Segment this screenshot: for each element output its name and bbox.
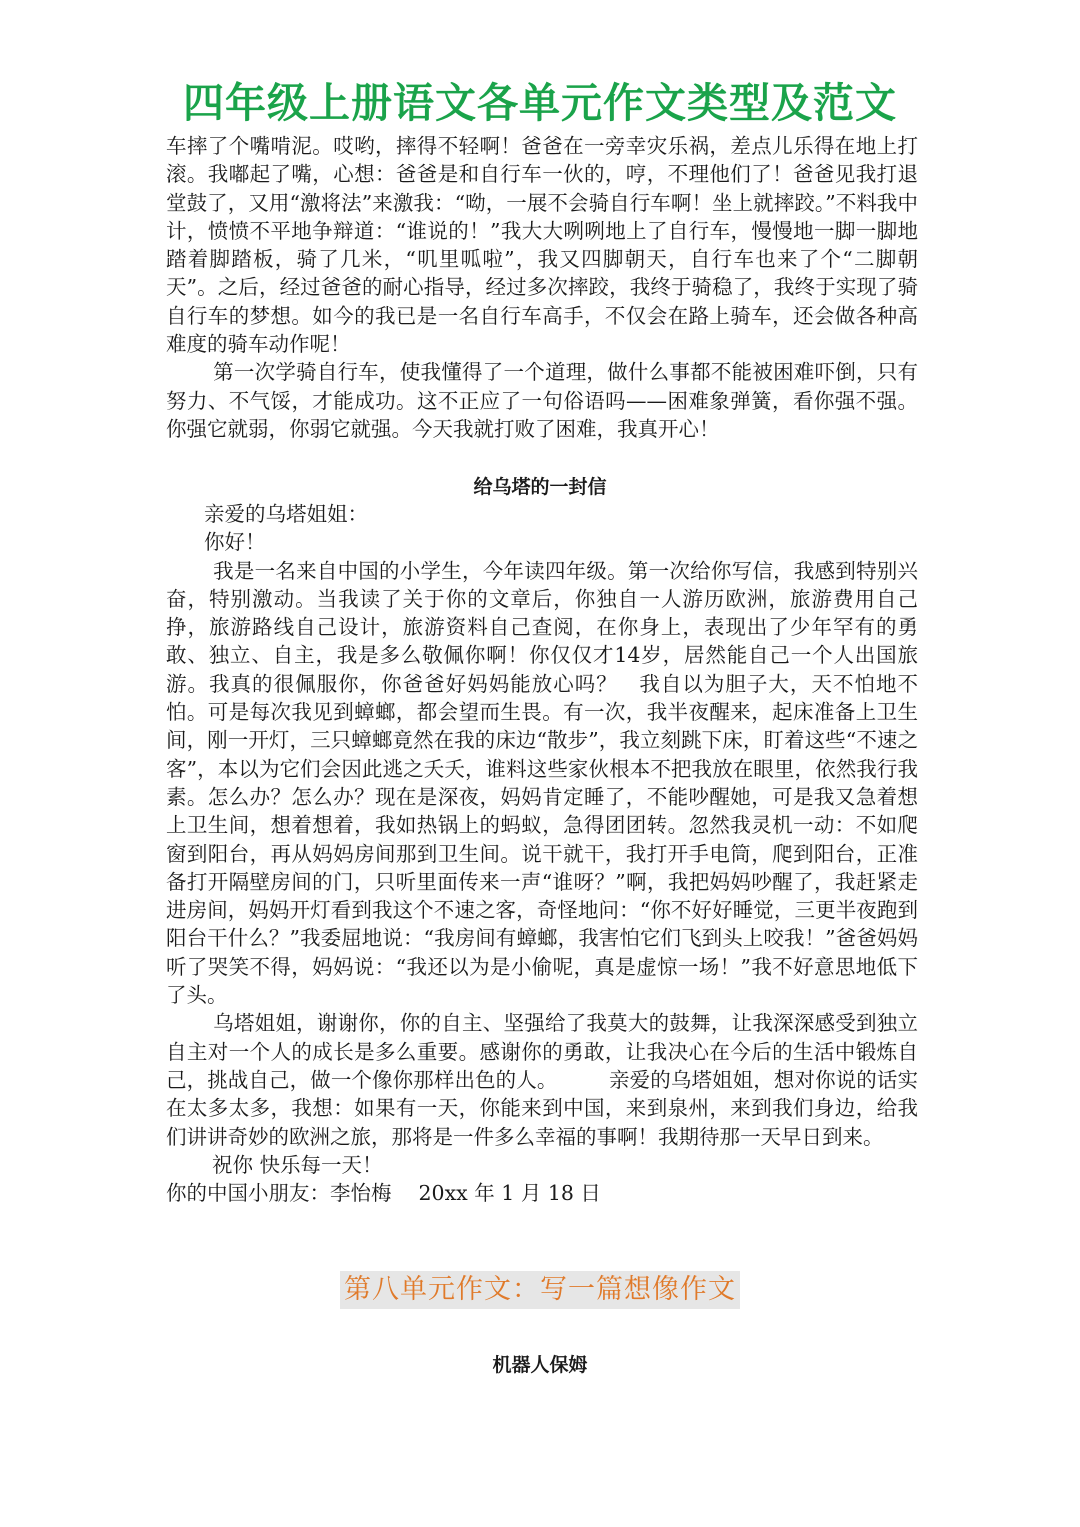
unit8-banner: 第八单元作文：写一篇想像作文 (340, 1271, 740, 1309)
story-paragraph: 第一次学骑自行车，使我懂得了一个道理，做什么事都不能被困难吓倒，只有努力、不气馁，才能成功。这不正应了一句俗语吗——困难象弹簧，看你强不强。你强它就弱，你弱它就强。今天我就打败了困难，我真开心！ (166, 360, 918, 441)
essay-title: 机器人保姆 (492, 1354, 588, 1376)
letter-paragraph: 我是一名来自中国的小学生，今年读四年级。第一次给你写信，我感到特别兴奋，特别激动。当我读了关于你的文章后，你独自一人游历欧洲，旅游费用自己挣，旅游路线自己设计，旅游资料自己查阅，在你身上，表现出了少年罕有的勇敢、独立、自主，我是多么敬佩你啊！你仅仅才14岁，居然能自己一个人出国旅游。我真的很佩服你，你爸爸好妈妈能放心吗？ 我自以为胆子大，天不怕地不怕。可是每次我见到蟑螂，都会望而生畏。有一次，我半夜醒来，起床准备上卫生间，刚一开灯，三只蟑螂竟然在我的床边“散步”，我立刻跳下床，盯着这些“不速之客”，本以为它们会因此逃之夭夭，谁料这些家伙根本不把我放在眼里，依然我行我素。怎么办？怎么办？现在是深夜，妈妈肯定睡了，不能吵醒她，可是我又急着想上卫生间，想着想着，我如热锅上的蚂蚁，急得团团转。忽然我灵机一动：不如爬窗到阳台，再从妈妈房间那到卫生间。说干就干，我打开手电筒，爬到阳台，正准备打开隔壁房间的门，只听里面传来一声“谁呀？”啊，我把妈妈吵醒了，我赶紧走进房间，妈妈开灯看到我这个不速之客，奇怪地问：“你不好好睡觉，三更半夜跑到阳台干什么？”我委屈地说：“我房间有蟑螂，我害怕它们飞到头上咬我！”爸爸妈妈听了哭笑不得，妈妈说：“我还以为是小偷呢，真是虚惊一场！”我不好意思地低下了头。 (166, 558, 918, 1008)
letter-salutation: 亲爱的乌塔姐姐： (204, 502, 368, 526)
letter-title: 给乌塔的一封信 (473, 476, 607, 498)
letter-paragraph: 乌塔姐姐，谢谢你，你的自主、坚强给了我莫大的鼓舞，让我深深感受到独立自主对一个人的成长是多么重要。感谢你的勇敢，让我决心在今后的生活中锻炼自己，挑战自己，做一个像你那样出色的人。 亲爱的乌塔姐姐，想对你说的话实在太多太多，我想：如果有一天，你能来到中国，来到泉州，来到我们身边，给我们讲讲奇妙的欧洲之旅，那将是一件多么幸福的事啊！我期待那一天早日到来。 (166, 1011, 918, 1149)
unit-banner-row (0, 1271, 1080, 1309)
story-paragraph: 车摔了个嘴啃泥。哎哟，摔得不轻啊！爸爸在一旁幸灾乐祸，差点儿乐得在地上打滚。我嘟起了嘴，心想：爸爸是和自行车一伙的，哼，不理他们了！爸爸见我打退堂鼓了，又用“激将法”来激我：“呦，一展不会骑自行车啊！坐上就摔跤。”不料我中计，愤愤不平地争辩道：“谁说的！”我大大咧咧地上了自行车，慢慢地一脚一脚地踏着脚踏板，骑了几米，“叽里呱啦”，我又四脚朝天，自行车也来了个“二脚朝天”。之后，经过爸爸的耐心指导，经过多次摔跤，我终于骑稳了，我终于实现了骑自行车的梦想。如今的我已是一名自行车高手，不仅会在路上骑车，还会做各种高难度的骑车动作呢！ (166, 134, 918, 357)
letter-body (166, 500, 918, 1207)
letter-closing: 祝你 快乐每一天！ (212, 1152, 383, 1177)
page-title: 四年级上册语文各单元作文类型及范文 (183, 79, 897, 127)
letter-greeting: 你好！ (204, 530, 266, 555)
story-continuation (166, 132, 918, 443)
letter-signature: 你的中国小朋友：李怡梅 20xx 年 1 月 18 日 (166, 1181, 601, 1206)
